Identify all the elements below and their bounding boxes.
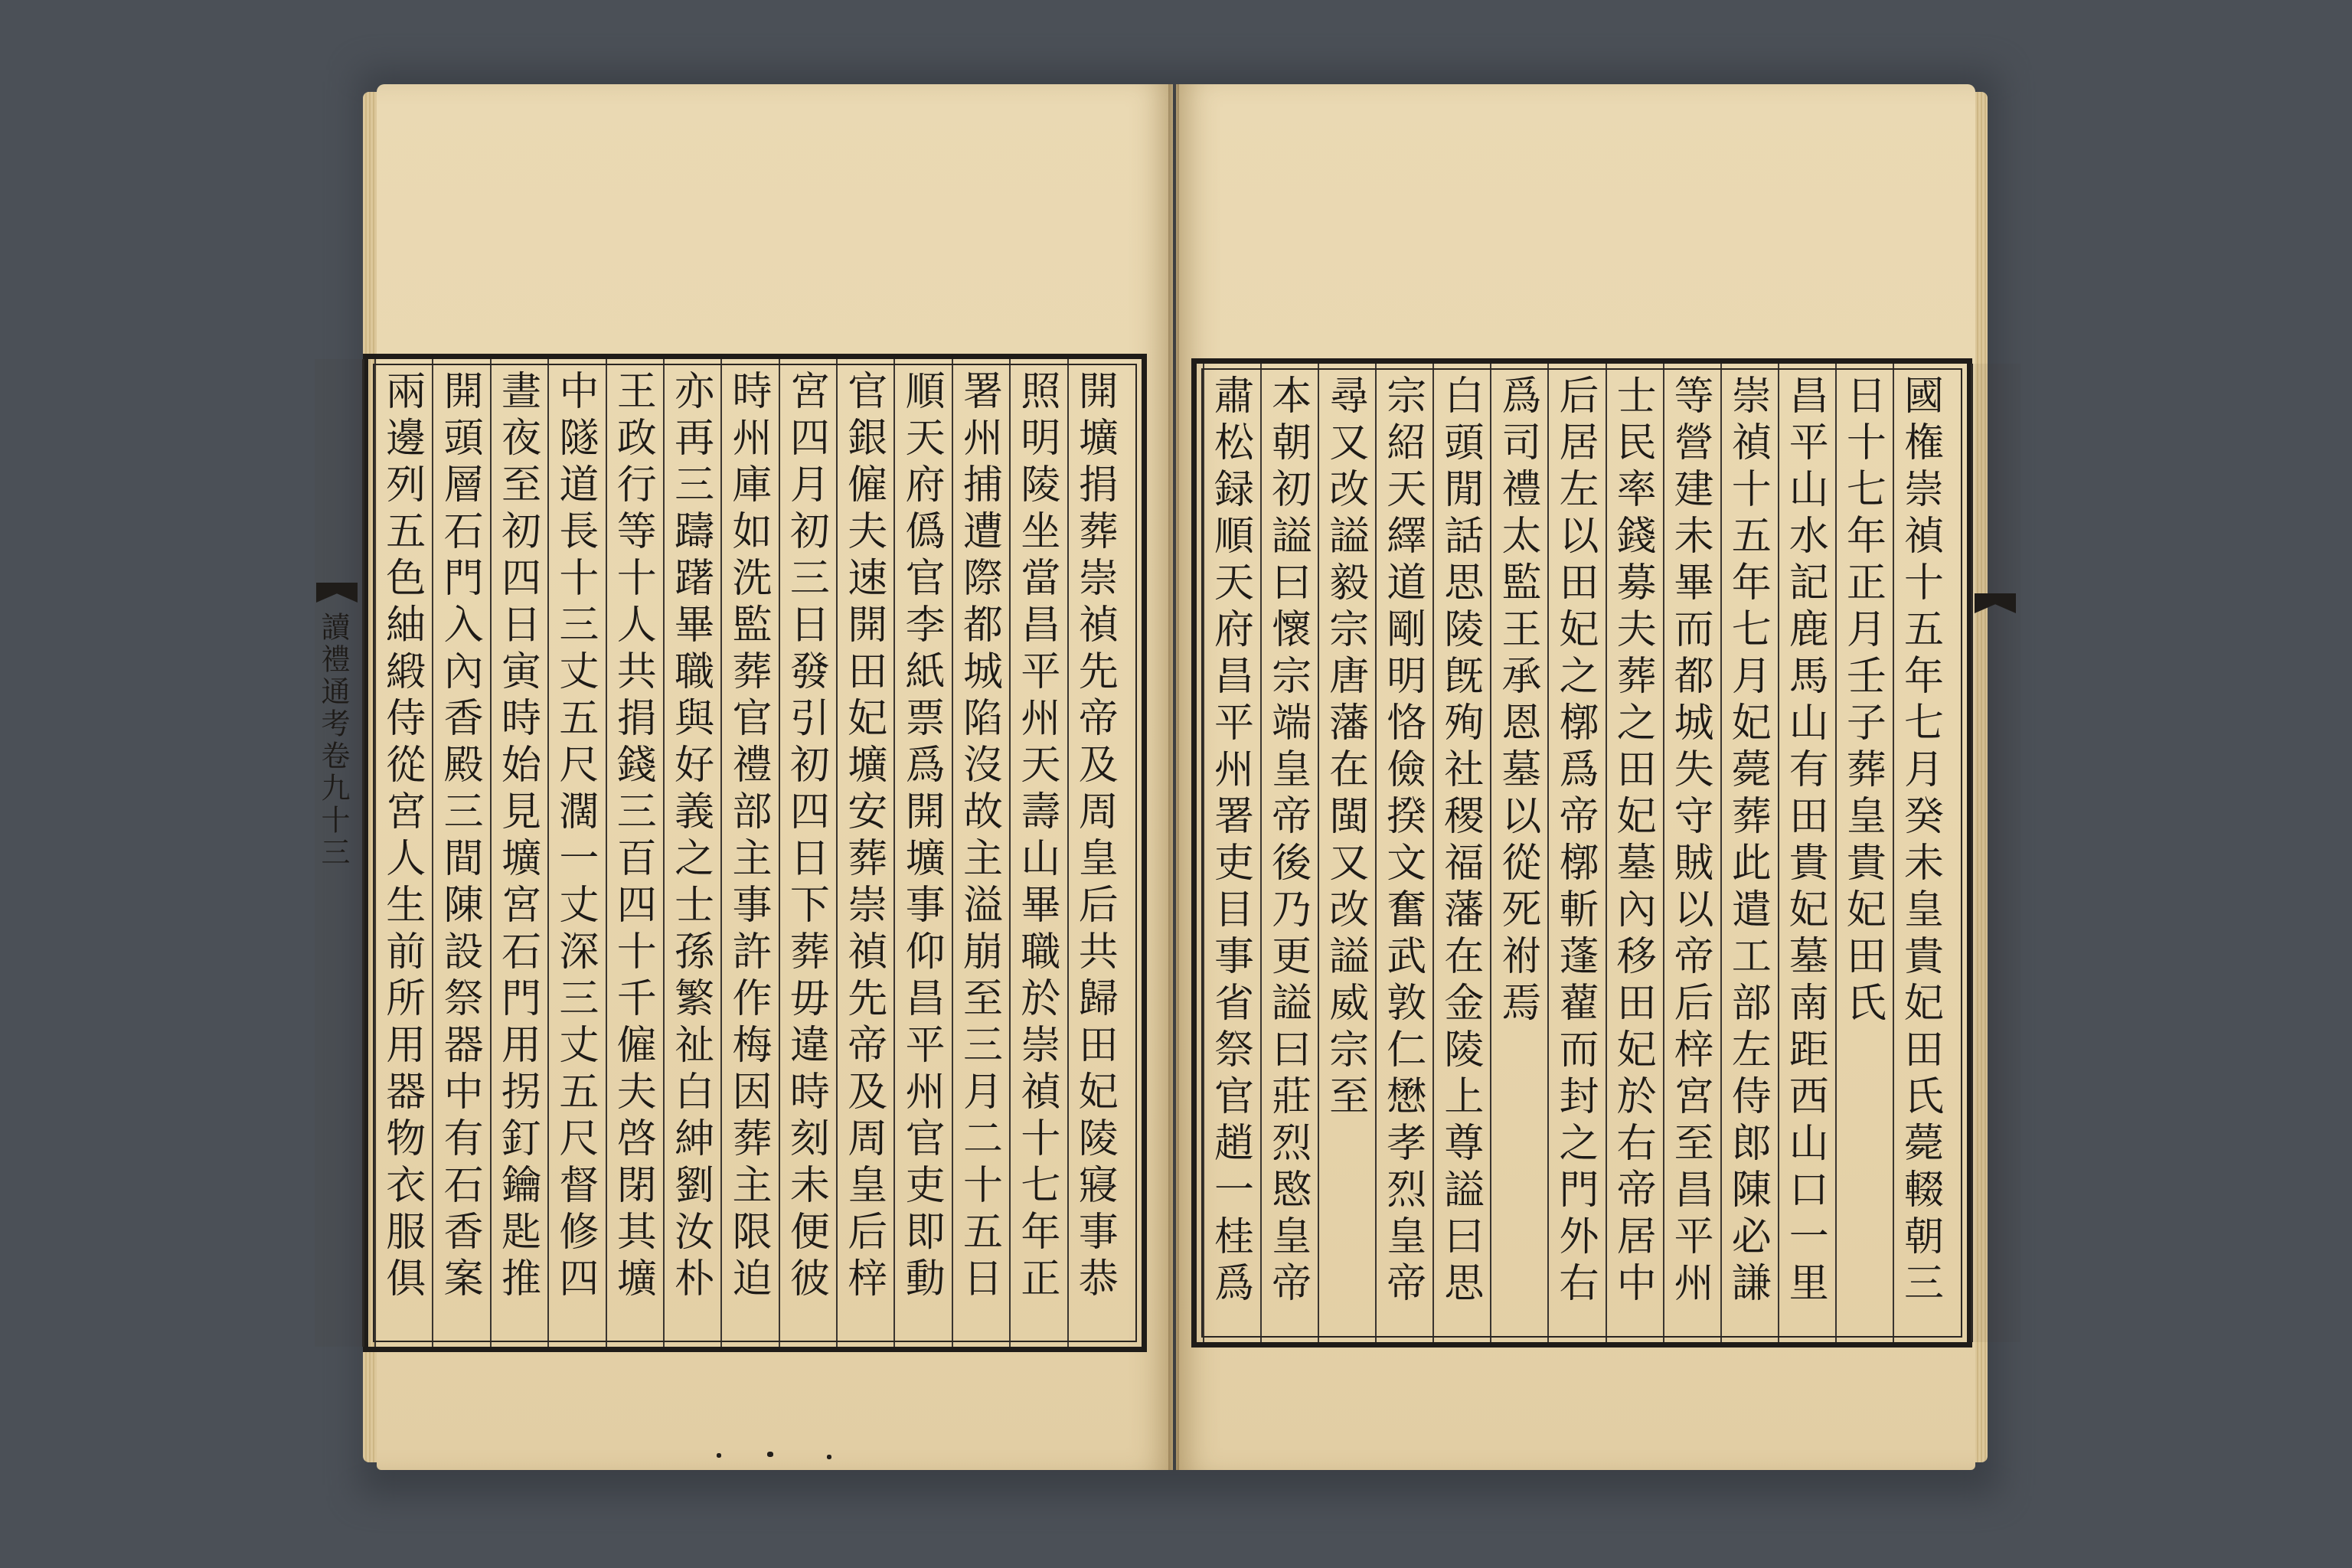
column-rule <box>490 359 492 1347</box>
text-column: 士民率錢募夫葬之田妃墓內移田妃於右帝居中 <box>1609 374 1656 1308</box>
text-column: 肅松録順天府昌平州署吏目事省祭官趙一桂爲 <box>1207 374 1253 1308</box>
text-column: 日十七年正月壬子葬皇貴妃田氏 <box>1839 374 1886 1028</box>
right-fold-strip <box>1971 364 2020 1342</box>
ink-speck <box>767 1452 773 1457</box>
text-column: 開壙捐葬崇禎先帝及周皇后共歸田妃陵寢事恭 <box>1071 370 1118 1304</box>
text-column: 等營建未畢而都城失守賊以帝后梓宮至昌平州 <box>1667 374 1713 1308</box>
column-rule <box>374 359 376 1347</box>
column-rule <box>1547 364 1549 1342</box>
column-rule <box>1893 364 1894 1342</box>
text-column: 昌平山水記鹿馬山有田貴妃墓南距西山口一里 <box>1782 374 1828 1308</box>
text-column: 時州庫如洗監葬官禮部主事許作梅因葬主限迫 <box>725 370 771 1304</box>
text-column: 開頭層石門入內香殿三間陳設祭器中有石香案 <box>436 370 483 1304</box>
right-text-block <box>1191 358 1972 1348</box>
fishtail-mark <box>316 583 358 603</box>
column-rule <box>1432 364 1434 1342</box>
text-column: 亦再三躊躇畢職與好義之士孫繁祉白紳劉汝朴 <box>667 370 714 1304</box>
column-rule <box>1835 364 1837 1342</box>
column-rule <box>1778 364 1779 1342</box>
text-column: 王政行等十人共捐錢三百四十千僱夫啓閉其壙 <box>609 370 656 1304</box>
fold-title: 讀禮通考卷九十三 <box>316 612 350 869</box>
text-column: 照明陵坐當昌平州天壽山畢職於崇禎十七年正 <box>1013 370 1060 1304</box>
text-column: 崇禎十五年七月妃薨葬此遣工部左侍郎陳必謙 <box>1724 374 1771 1308</box>
column-rule <box>1606 364 1607 1342</box>
text-column: 宗紹天繹道剛明恪儉揆文奮武敦仁懋孝烈皇帝 <box>1379 374 1426 1308</box>
text-column: 本朝初謚曰懷宗端皇帝後乃更謚曰莊烈愍皇帝 <box>1264 374 1311 1308</box>
left-fold-strip <box>315 359 364 1347</box>
text-column: 順天府僞官李紙票爲開壙事仰昌平州官吏即動 <box>898 370 945 1304</box>
text-column: 中隧道長十三丈五尺濶一丈深三丈五尺督修四 <box>551 370 598 1304</box>
fishtail-mark <box>1975 593 2016 613</box>
text-column: 國権崇禎十五年七月癸未皇貴妃田氏薨輟朝三 <box>1896 374 1943 1308</box>
text-column: 官銀僱夫速開田妃壙安葬崇禎先帝及周皇后梓 <box>840 370 887 1304</box>
text-column: 尋又改謚毅宗唐藩在閩又改謚威宗至 <box>1321 374 1368 1122</box>
text-column: 宮四月初三日發引初四日下葬毋違時刻未便彼 <box>782 370 829 1304</box>
column-rule <box>1260 364 1262 1342</box>
ink-speck <box>717 1453 721 1458</box>
column-rule <box>836 359 838 1347</box>
column-rule <box>720 359 722 1347</box>
text-column: 署州捕遭際都城陷沒故主溢崩至三月二十五日 <box>956 370 1002 1304</box>
column-rule <box>779 359 780 1347</box>
column-rule <box>1720 364 1722 1342</box>
text-column: 爲司禮太監王承恩墓以從死祔焉 <box>1494 374 1540 1028</box>
book-gutter <box>1168 84 1179 1470</box>
left-text-block <box>316 354 1147 1352</box>
ink-speck <box>827 1455 831 1459</box>
column-rule <box>1490 364 1491 1342</box>
column-rule <box>1009 359 1011 1347</box>
text-column: 晝夜至初四日寅時始見壙宮石門用拐釘鑰匙推 <box>494 370 541 1304</box>
text-column: 后居左以田妃之槨爲帝槨斬蓬藋而封之門外右 <box>1552 374 1598 1308</box>
text-column: 兩邊列五色紬緞侍從宮人生前所用器物衣服俱 <box>378 370 425 1304</box>
column-rule <box>606 359 607 1347</box>
column-rule <box>1375 364 1377 1342</box>
column-rule <box>1663 364 1664 1342</box>
text-column: 白頭閒話思陵旣殉社稷福藩在金陵上尊謚曰思 <box>1436 374 1483 1308</box>
column-rule <box>432 359 433 1347</box>
column-rule <box>663 359 665 1347</box>
column-rule <box>547 359 549 1347</box>
column-rule <box>1203 364 1204 1342</box>
column-rule <box>1067 359 1069 1347</box>
column-rule <box>893 359 895 1347</box>
column-rule <box>952 359 953 1347</box>
column-rule <box>1318 364 1319 1342</box>
